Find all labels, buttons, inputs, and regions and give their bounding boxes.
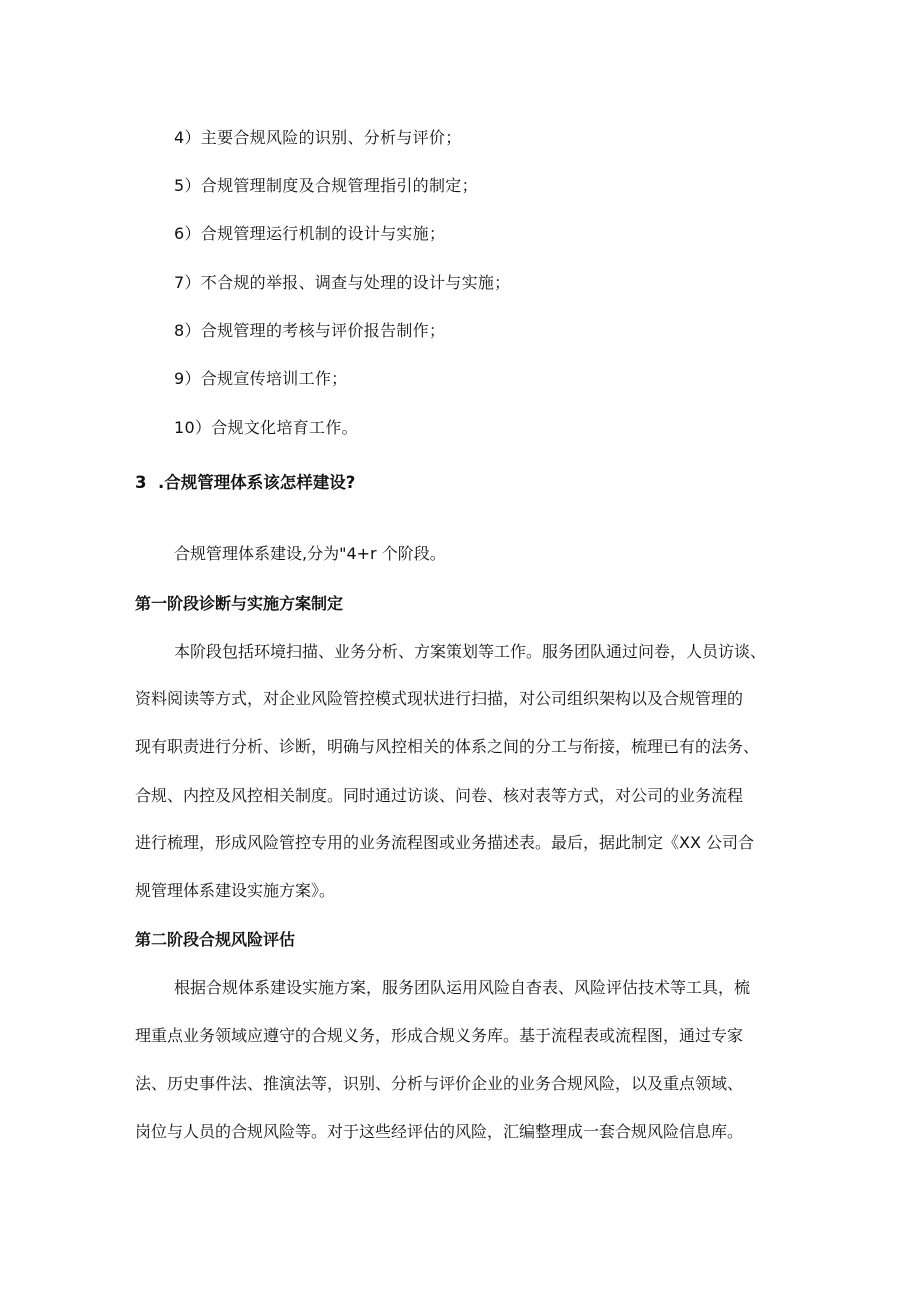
stage-2-heading: 第二阶段合规风险评估: [135, 930, 296, 949]
list-item-9: 9）合规宣传培训工作；: [174, 369, 348, 388]
list-item-5: 5）合规管理制度及合规管理指引的制定；: [174, 176, 478, 195]
stage-1-line-5: 进行梳理，形成风险管控专用的业务流程图或业务描述表。最后，据此制定《XX 公司合: [135, 833, 755, 852]
list-item-4: 4）主要合规风险的识别、分析与评价；: [174, 128, 462, 147]
stage-1-line-4: 合规、内控及风控相关制度。同时通过访谈、问卷、核对表等方式，对公司的业务流程: [135, 786, 744, 805]
stage-1-line-6: 规管理体系建设实施方案》。: [135, 881, 336, 900]
list-item-8: 8）合规管理的考核与评价报告制作；: [174, 321, 446, 340]
stage-1-line-2: 资料阅读等方式，对企业风险管控模式现状进行扫描，对公司组织架构以及合规管理的: [135, 689, 744, 708]
stage-2-line-1: 根据合规体系建设实施方案，服务团队运用风险自杳表、风险评估技术等工具，梳: [174, 978, 751, 997]
stage-1-line-1: 本阶段包括环境扫描、业务分析、方案策划等工作。服务团队通过问卷，人员访谈、: [174, 642, 767, 661]
section-3-intro: 合规管理体系建设,分为"4+r 个阶段。: [174, 544, 446, 563]
stage-1-line-3: 现有职责进行分析、诊断，明确与风控相关的体系之间的分工与衔接，梳理已有的法务、: [135, 737, 760, 756]
stage-2-line-2: 理重点业务领域应遵守的合规义务，形成合规义务库。基于流程表或流程图，通过专家: [135, 1026, 744, 1045]
stage-2-line-3: 法、历史事件法、推演法等，识别、分析与评价企业的业务合规风险，以及重点领域、: [135, 1074, 744, 1093]
stage-1-heading: 第一阶段诊断与实施方案制定: [135, 594, 344, 613]
section-3-heading: 3 .合规管理体系该怎样建设?: [135, 473, 356, 492]
list-item-6: 6）合规管理运行机制的设计与实施；: [174, 224, 446, 243]
stage-2-line-4: 岗位与人员的合规风险等。对于这些经评估的风险，汇编整理成一套合规风险信息库。: [135, 1122, 744, 1141]
list-item-10: 10）合规文化培育工作。: [174, 418, 358, 437]
list-item-7: 7）不合规的举报、调查与处理的设计与实施；: [174, 273, 511, 292]
